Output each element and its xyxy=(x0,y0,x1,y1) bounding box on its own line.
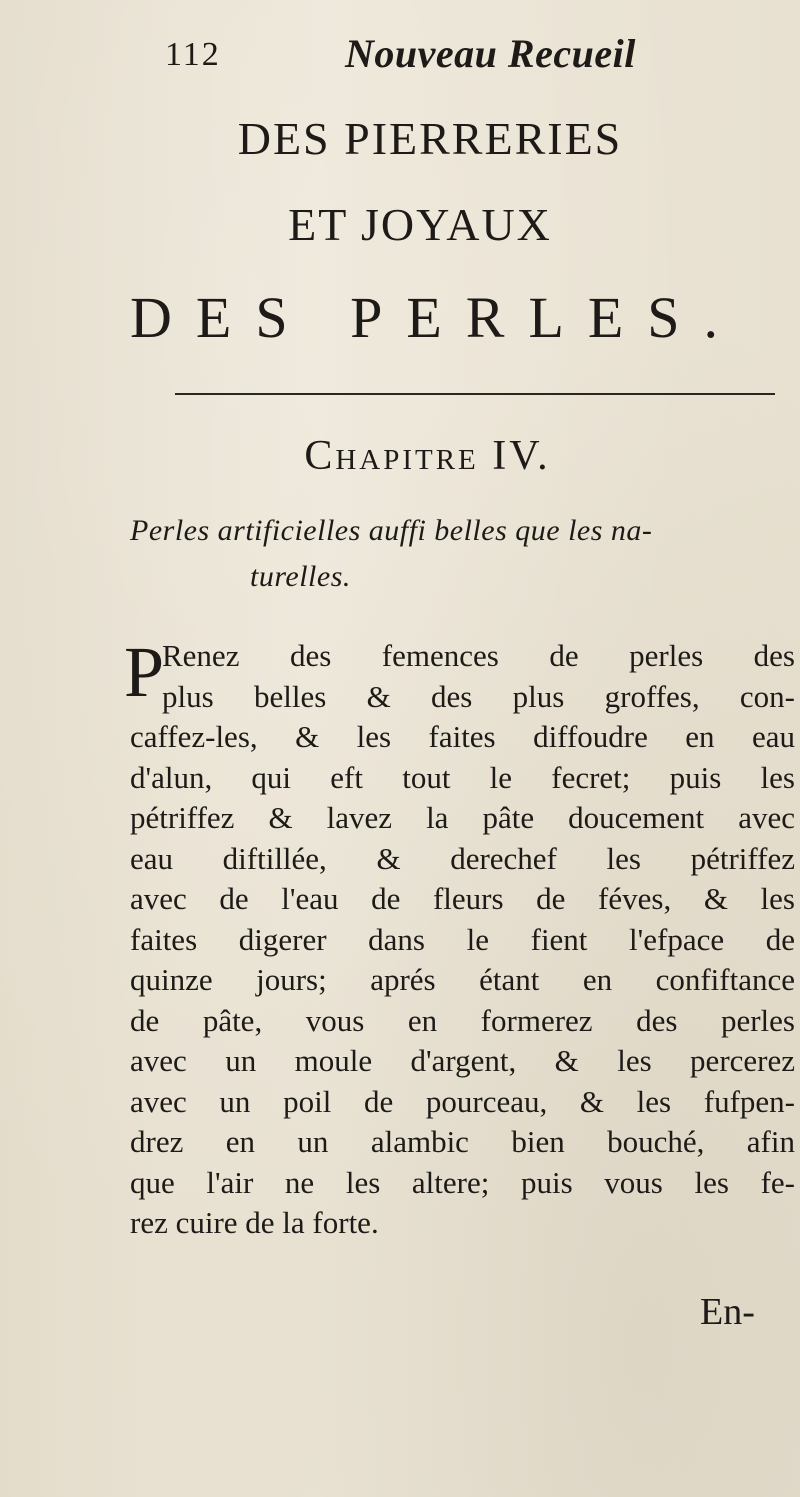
text-line: de pâte, vous en formerez des perles xyxy=(130,1002,795,1038)
text-line: que l'air ne les altere; puis vous les fe- xyxy=(130,1164,795,1200)
running-head xyxy=(165,30,685,80)
text-line: eau diftillée, & derechef les pétriffez xyxy=(130,840,795,876)
body-paragraph xyxy=(124,632,795,1244)
chapter-title: Chapitre IV. xyxy=(304,433,551,479)
page-number: 112 xyxy=(165,36,221,73)
text-line: d'alun, qui eft tout le fecret; puis les xyxy=(130,759,795,795)
drop-cap: P xyxy=(124,632,165,712)
heading-perles: DES PERLES. xyxy=(130,285,743,350)
text-line: drez en un alambic bien bouché, afin xyxy=(130,1124,795,1159)
text-line: pétriffez & lavez la pâte doucement avec xyxy=(130,800,795,835)
subtitle-line-1: Perles artificielles auffi belles que les na- xyxy=(130,514,653,547)
subtitle-line-2: turelles. xyxy=(250,560,351,593)
text-line: avec de l'eau de fleurs de féves, & les xyxy=(130,881,795,916)
text-line: caffez-les, & les faites diffoudre en eau xyxy=(130,719,795,754)
text-line: rez cuire de la forte. xyxy=(130,1205,379,1240)
text-line: Renez des femences de perles des xyxy=(162,638,795,673)
text-line: faites digerer dans le fient l'efpace de xyxy=(130,921,795,957)
text-line: avec un poil de pourceau, & les fufpen- xyxy=(130,1083,795,1119)
text-line: plus belles & des plus groffes, con- xyxy=(162,678,795,714)
text-line: avec un moule d'argent, & les percerez xyxy=(130,1043,795,1078)
heading-pierreries: DES PIERRERIES xyxy=(237,113,623,164)
text-line: quinze jours; aprés étant en confiftance xyxy=(130,962,795,997)
catchword: En- xyxy=(700,1291,755,1333)
divider-rule xyxy=(175,393,775,395)
running-title: Nouveau Recueil xyxy=(345,31,636,76)
chapter-subtitle xyxy=(130,508,790,600)
heading-joyaux: ET JOYAUX xyxy=(288,199,552,250)
